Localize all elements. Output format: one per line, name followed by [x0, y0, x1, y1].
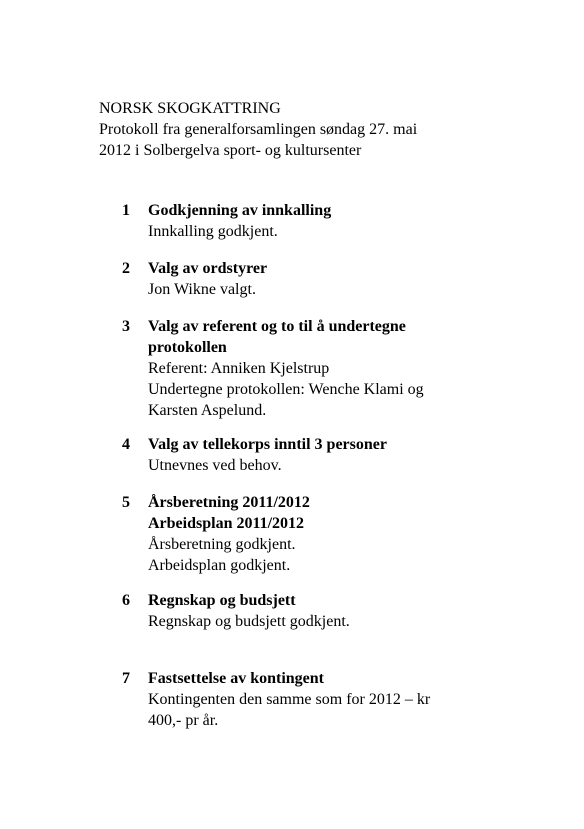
protocol-title-line-2: 2012 i Solbergelva sport- og kultursenter [99, 142, 362, 159]
item-title-continued: Arbeidsplan 2011/2012 [148, 515, 305, 532]
item-text: Innkalling godkjent. [148, 223, 278, 240]
item-body [148, 668, 498, 731]
item-title: Fastsettelse av kontingent [148, 670, 324, 687]
item-text: Arbeidsplan godkjent. [148, 557, 291, 574]
item-number: 1 [122, 202, 130, 219]
item-number: 3 [122, 318, 130, 335]
item-body [148, 590, 498, 632]
item-text: Undertegne protokollen: Wenche Klami og [148, 381, 424, 398]
item-title: Regnskap og budsjett [148, 592, 296, 609]
item-body [148, 258, 498, 300]
item-body [148, 316, 498, 421]
item-text: Jon Wikne valgt. [148, 281, 256, 298]
item-number: 2 [122, 260, 130, 277]
item-title: Valg av referent og to til å undertegne [148, 318, 406, 335]
item-text: Kontingenten den samme som for 2012 – kr [148, 691, 431, 708]
item-body [148, 200, 498, 242]
item-number: 4 [122, 436, 130, 453]
item-number: 6 [122, 592, 130, 609]
item-body [148, 434, 498, 476]
item-text: Årsberetning godkjent. [148, 536, 296, 553]
item-text: Regnskap og budsjett godkjent. [148, 613, 350, 630]
item-text: Karsten Aspelund. [148, 402, 267, 419]
item-title-continued: protokollen [148, 339, 227, 356]
item-text: 400,- pr år. [148, 712, 219, 729]
item-number: 5 [122, 494, 130, 511]
organization-name: NORSK SKOGKATTRING [99, 100, 281, 117]
item-title: Valg av tellekorps inntil 3 personer [148, 436, 387, 453]
document-header [99, 98, 539, 161]
item-title: Godkjenning av innkalling [148, 202, 332, 219]
item-title: Årsberetning 2011/2012 [148, 494, 310, 511]
item-text: Utnevnes ved behov. [148, 457, 282, 474]
item-number: 7 [122, 670, 130, 687]
item-title: Valg av ordstyrer [148, 260, 268, 277]
item-text: Referent: Anniken Kjelstrup [148, 360, 330, 377]
protocol-title-line-1: Protokoll fra generalforsamlingen søndag 27. mai [99, 121, 418, 138]
item-body [148, 492, 498, 576]
